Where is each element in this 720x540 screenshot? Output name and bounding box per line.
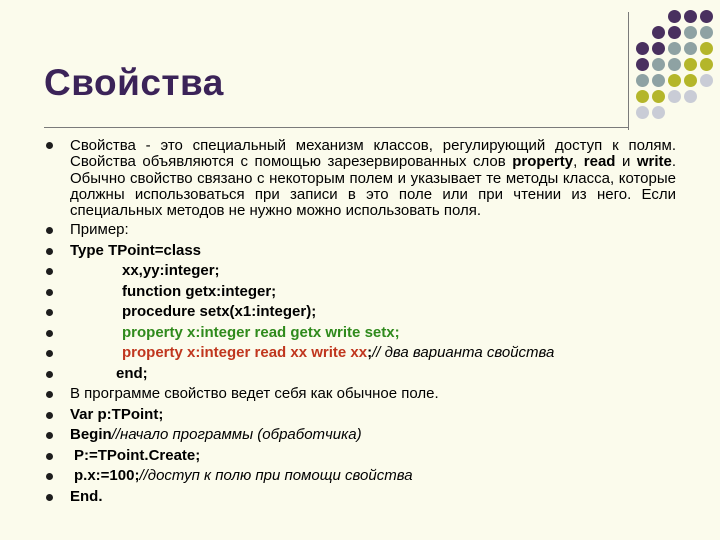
- decor-dot: [700, 58, 713, 71]
- code-begin: Begin//начало программы (обработчика): [70, 426, 362, 444]
- decor-vertical-line: [628, 12, 629, 130]
- decor-dot: [668, 26, 681, 39]
- code-function: function getx:integer;: [122, 282, 277, 300]
- bullet-icon: [46, 384, 70, 405]
- list-item: [46, 405, 676, 426]
- list-item: [46, 364, 676, 385]
- decor-dot: [700, 10, 713, 23]
- decor-dot: [668, 10, 681, 23]
- decor-dot: [668, 90, 681, 103]
- decor-dot: [684, 26, 697, 39]
- decor-dot: [668, 74, 681, 87]
- behaves-text: В программе свойство ведет себя как обычное поле.: [70, 385, 439, 403]
- code-property-2: property x:integer read xx write xx;// два варианта свойства: [122, 344, 555, 362]
- bullet-icon: [46, 405, 70, 426]
- bullet-icon: [46, 302, 70, 323]
- decor-dot: [684, 74, 697, 87]
- list-item: [46, 261, 676, 282]
- decor-dot: [636, 90, 649, 103]
- bullet-icon: [46, 282, 70, 303]
- decor-dot: [652, 10, 665, 23]
- bullet-icon: [46, 446, 70, 467]
- bullet-icon: [46, 323, 70, 344]
- decor-dot: [636, 58, 649, 71]
- code-fields: xx,yy:integer;: [122, 262, 220, 280]
- decor-dot: [652, 42, 665, 55]
- decor-dot: [652, 26, 665, 39]
- slide-title: Свойства: [44, 62, 224, 103]
- bullet-icon: [46, 487, 70, 508]
- list-item: [46, 343, 676, 364]
- decor-dot: [652, 58, 665, 71]
- decor-dot-grid: [636, 10, 716, 122]
- decor-dot: [652, 106, 665, 119]
- decor-dot: [700, 26, 713, 39]
- decor-dot: [652, 90, 665, 103]
- bullet-list: [46, 135, 676, 507]
- list-item: [46, 282, 676, 303]
- list-item: [46, 323, 676, 344]
- decor-dot: [700, 74, 713, 87]
- code-procedure: procedure setx(x1:integer);: [122, 303, 317, 321]
- decor-dot: [668, 106, 681, 119]
- list-item: [46, 241, 676, 262]
- code-assign: p.x:=100;//доступ к полю при помощи свойства: [74, 467, 413, 485]
- list-item: [46, 425, 676, 446]
- list-item: [46, 302, 676, 323]
- decor-dot: [668, 42, 681, 55]
- list-item: [46, 487, 676, 508]
- decor-dot: [684, 58, 697, 71]
- decor-dot: [636, 10, 649, 23]
- decor-dot: [636, 26, 649, 39]
- intro-paragraph: Свойства - это специальный механизм классов, регулирующий доступ к полям. Свойства объявляются с помощью зарезервированных слов property, read и write. Обычно свойство связано с некоторым полем и указывает те методы класса, которые должны использоваться при записи в это поле или при чтении из него. Если специальных методов не нужно можно использовать поля.: [70, 137, 677, 220]
- decor-dot: [700, 42, 713, 55]
- decor-dot: [684, 42, 697, 55]
- decor-dot: [636, 74, 649, 87]
- bullet-icon: [46, 261, 70, 282]
- code-end-decl: end;: [116, 364, 148, 382]
- code-create: P:=TPoint.Create;: [74, 446, 201, 464]
- decor-dot: [684, 90, 697, 103]
- list-item: [46, 466, 676, 487]
- list-item: [46, 135, 676, 220]
- decor-dot: [700, 90, 713, 103]
- bullet-icon: [46, 135, 70, 156]
- list-item: [46, 384, 676, 405]
- bullet-icon: [46, 220, 70, 241]
- decor-dot: [668, 58, 681, 71]
- list-item: [46, 220, 676, 241]
- decor-dot: [684, 10, 697, 23]
- bullet-icon: [46, 343, 70, 364]
- code-property-1: property x:integer read getx write setx;: [122, 323, 400, 341]
- decor-dot: [700, 106, 713, 119]
- example-label: Пример:: [70, 221, 129, 239]
- decor-dot: [636, 42, 649, 55]
- decor-dot: [652, 74, 665, 87]
- code-type-decl: Type TPoint=class: [70, 241, 202, 259]
- bullet-icon: [46, 425, 70, 446]
- code-var-decl: Var p:TPoint;: [70, 405, 164, 423]
- bullet-icon: [46, 466, 70, 487]
- bullet-icon: [46, 241, 70, 262]
- code-end-final: End.: [70, 487, 103, 505]
- decor-dot: [636, 106, 649, 119]
- title-underline: [44, 127, 628, 128]
- list-item: [46, 446, 676, 467]
- decor-dot: [684, 106, 697, 119]
- bullet-icon: [46, 364, 70, 385]
